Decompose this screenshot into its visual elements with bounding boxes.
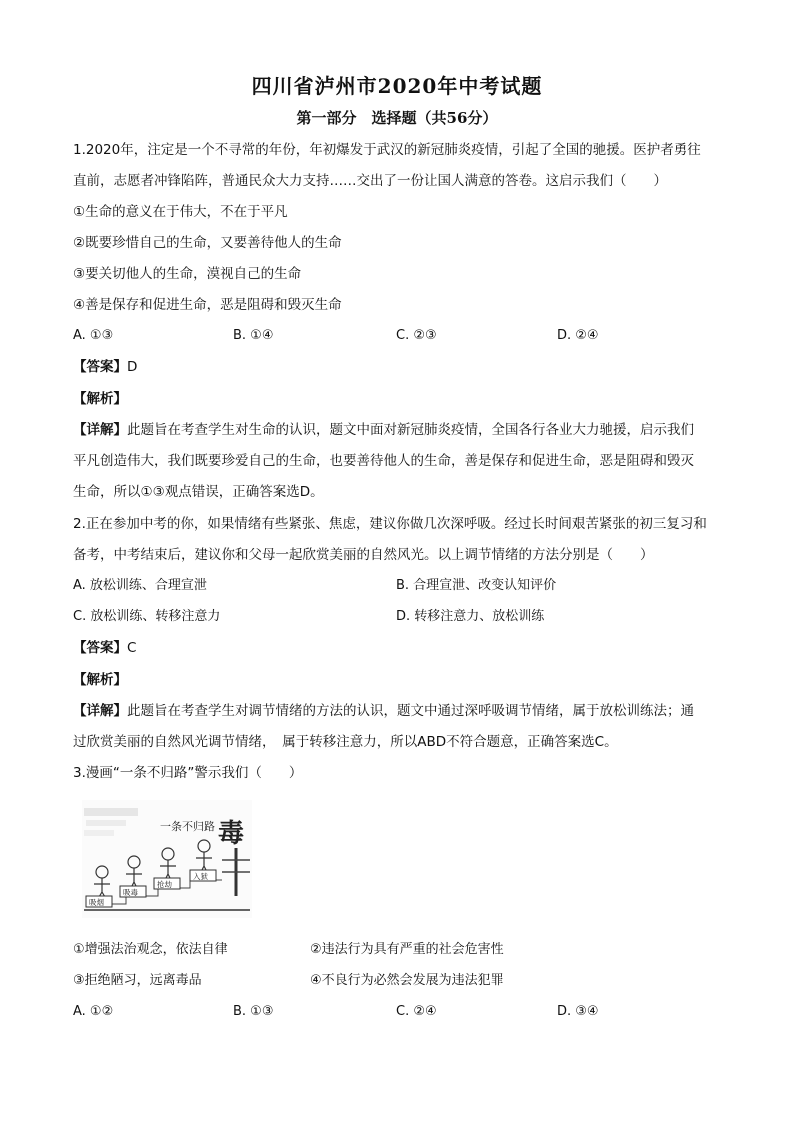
q1-option-d: D. ②④ — [557, 328, 599, 343]
cartoon-step-4: 入狱 — [193, 872, 208, 881]
q1-stem-line1: 1.2020年，注定是一个不寻常的年份，年初爆发于武汉的新冠肺炎疫情，引起了全国的驰援。医护者勇往 — [73, 142, 701, 158]
q2-detail-line1 — [73, 702, 694, 720]
q1-item-1: ①生命的意义在于伟大，不在于平凡 — [73, 204, 288, 220]
q2-option-a: A. 放松训练、合理宣泄 — [73, 578, 207, 593]
cartoon-poison-glyph: 毒 — [218, 819, 245, 849]
q2-detail-text1: 此题旨在考查学生对调节情绪的方法的认识，题文中通过深呼吸调节情绪，属于放松训练法；通 — [127, 703, 694, 719]
q3-item-4: ④不良行为必然会发展为违法犯罪 — [310, 973, 504, 988]
q3-stem-line1: 3.漫画“一条不归路”警示我们（ ） — [73, 765, 303, 781]
q1-answer — [73, 358, 137, 376]
q1-item-4: ④善是保存和促进生命，恶是阻碍和毁灭生命 — [73, 297, 342, 313]
q3-item-2: ②违法行为具有严重的社会危害性 — [310, 942, 504, 957]
q3-option-d: D. ③④ — [557, 1004, 599, 1019]
q3-item-1: ①增强法治观念，依法自律 — [73, 942, 228, 957]
q1-item-3: ③要关切他人的生命，漠视自己的生命 — [73, 266, 302, 282]
section-subtitle: 第一部分 选择题（共56分） — [296, 109, 498, 127]
q1-option-a: A. ①③ — [73, 328, 114, 343]
q2-option-c: C. 放松训练、转移注意力 — [73, 609, 221, 624]
q2-answer — [73, 639, 136, 657]
q1-analysis-tag: 【解析】 — [73, 391, 127, 407]
q1-stem-line2: 直前，志愿者冲锋陷阵，普通民众大力支持……交出了一份让国人满意的答卷。这启示我们（ ） — [73, 173, 667, 189]
q2-detail-tag: 【详解】 — [73, 703, 127, 719]
q1-detail-line1 — [73, 421, 694, 439]
q1-option-c: C. ②③ — [396, 328, 437, 343]
q3-option-c: C. ②④ — [396, 1004, 437, 1019]
q1-item-2: ②既要珍惜自己的生命，又要善待他人的生命 — [73, 235, 342, 251]
q1-option-b: B. ①④ — [233, 328, 274, 343]
q1-answer-value: D — [127, 359, 138, 375]
q3-item-3: ③拒绝陋习，远离毒品 — [73, 973, 202, 988]
q2-stem-line2: 备考，中考结束后，建议你和父母一起欣赏美丽的自然风光。以上调节情绪的方法分别是（ ） — [73, 547, 654, 563]
q2-detail-line2: 过欣赏美丽的自然风光调节情绪， 属于转移注意力，所以ABD不符合题意，正确答案选C。 — [73, 734, 618, 750]
q1-detail-tag: 【详解】 — [73, 422, 127, 438]
q2-analysis-tag: 【解析】 — [73, 672, 127, 688]
q3-option-a: A. ①② — [73, 1004, 114, 1019]
cartoon-image — [82, 800, 252, 918]
cartoon-caption: 一条不归路 — [160, 820, 215, 833]
q1-detail-line3: 生命，所以①③观点错误，正确答案选D。 — [73, 484, 324, 500]
q3-option-b: B. ①③ — [233, 1004, 274, 1019]
q1-detail-line2: 平凡创造伟大，我们既要珍爱自己的生命，也要善待他人的生命，善是保存和促进生命，恶是阻碍和毁灭 — [73, 453, 694, 469]
q2-answer-tag: 【答案】 — [73, 640, 127, 656]
q2-option-d: D. 转移注意力、放松训练 — [396, 609, 545, 624]
cartoon-step-1: 吸烟 — [89, 898, 104, 907]
q1-answer-tag: 【答案】 — [73, 359, 127, 375]
q1-detail-text1: 此题旨在考查学生对生命的认识，题文中面对新冠肺炎疫情，全国各行各业大力驰援，启示我们 — [127, 422, 694, 438]
page-title: 四川省泸州市2020年中考试题 — [251, 74, 543, 98]
q2-answer-value: C — [127, 640, 137, 656]
cartoon-step-3: 抢劫 — [157, 880, 172, 889]
q2-option-b: B. 合理宣泄、改变认知评价 — [396, 578, 557, 593]
cartoon-step-2: 吸毒 — [123, 888, 138, 897]
q2-stem-line1: 2.正在参加中考的你，如果情绪有些紧张、焦虑，建议你做几次深呼吸。经过长时间艰苦紧张的初三复习和 — [73, 516, 707, 532]
